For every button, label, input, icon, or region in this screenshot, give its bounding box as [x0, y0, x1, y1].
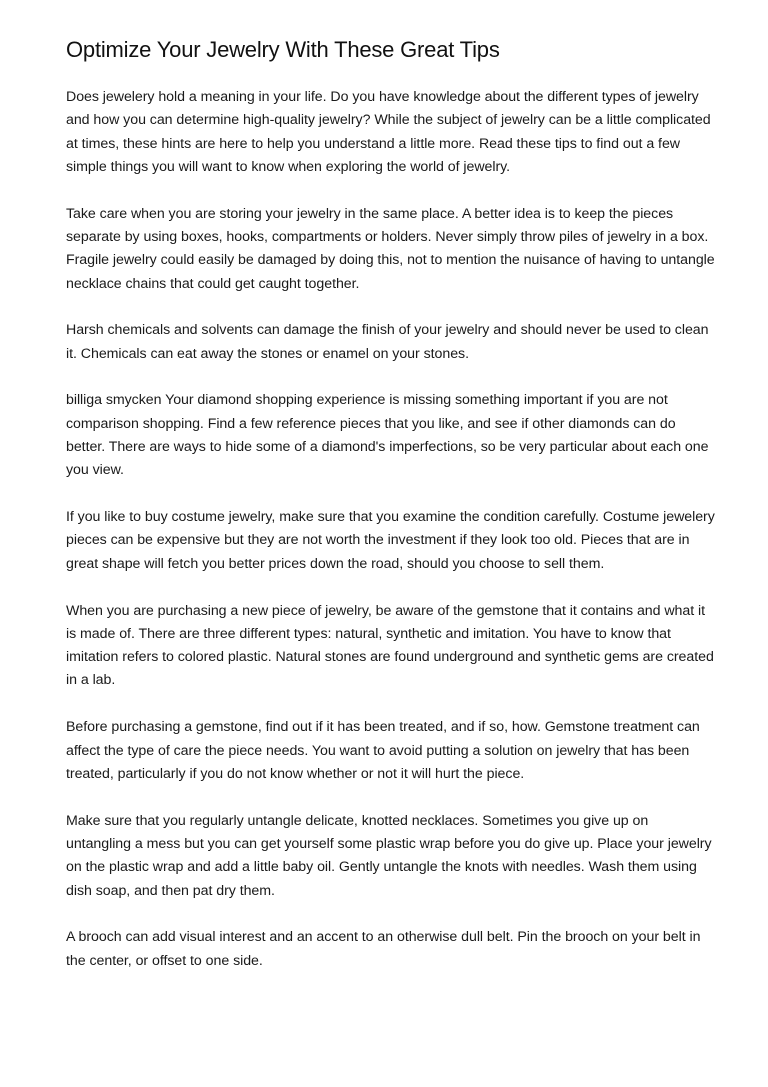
- paragraph-brooch: A brooch can add visual interest and an accent to an otherwise dull belt. Pin the brooch on your belt in the center, or offset to one side.: [66, 929, 701, 969]
- document-page: [66, 36, 716, 996]
- paragraph-chemicals: Harsh chemicals and solvents can damage the finish of your jewelry and should never be used to clean it. Chemicals can eat away the stones or enamel on your stones.: [66, 322, 709, 362]
- paragraph-costume-jewelry: If you like to buy costume jewelry, make sure that you examine the condition carefully. Costume jewelery pieces can be expensive but they are not worth the investment if they look too old. Pieces that are in great shape will fetch you better prices down the road, should you choose to sell them.: [66, 509, 715, 572]
- paragraph-necklaces: Make sure that you regularly untangle delicate, knotted necklaces. Sometimes you give up on untangling a mess but you can get yourself some plastic wrap before you do give up. Place your jewelry on the plastic wrap and add a little baby oil. Gently untangle the knots with needles. Wash them using dish soap, and then pat dry them.: [66, 812, 712, 899]
- paragraph-gemstone-types: When you are purchasing a new piece of jewelry, be aware of the gemstone that it contains and what it is made of. There are three different types: natural, synthetic and imitation. You have to know that imitation refers to colored plastic. Natural stones are found underground and synthetic gems are created in a lab.: [66, 602, 714, 689]
- paragraph-storage: Take care when you are storing your jewelry in the same place. A better idea is to keep the pieces separate by using boxes, hooks, compartments or holders. Never simply throw piles of jewelry in a box. Fragile jewelry could easily be damaged by doing this, not to mention the nuisance of having to untangle necklace chains that could get caught together.: [66, 205, 715, 292]
- paragraph-gemstone-treatment: Before purchasing a gemstone, find out if it has been treated, and if so, how. Gemstone treatment can affect the type of care the piece needs. You want to avoid putting a solution on jewelry that has been treated, particularly if you do not know whether or not it will hurt the piece.: [66, 719, 700, 782]
- page-title: Optimize Your Jewelry With These Great Tips: [66, 37, 500, 62]
- paragraph-diamond-shopping: billiga smycken Your diamond shopping experience is missing something important if you are not comparison shopping. Find a few reference pieces that you like, and see if other diamonds can do better. There are ways to hide some of a diamond's imperfections, so be very particular about each one you view.: [66, 392, 709, 479]
- paragraph-intro: Does jewelery hold a meaning in your life. Do you have knowledge about the different types of jewelry and how you can determine high-quality jewelry? While the subject of jewelry can be a little complicated at times, these hints are here to help you understand a little more. Read these tips to find out a few simple things you will want to know when exploring the world of jewelry.: [66, 89, 711, 175]
